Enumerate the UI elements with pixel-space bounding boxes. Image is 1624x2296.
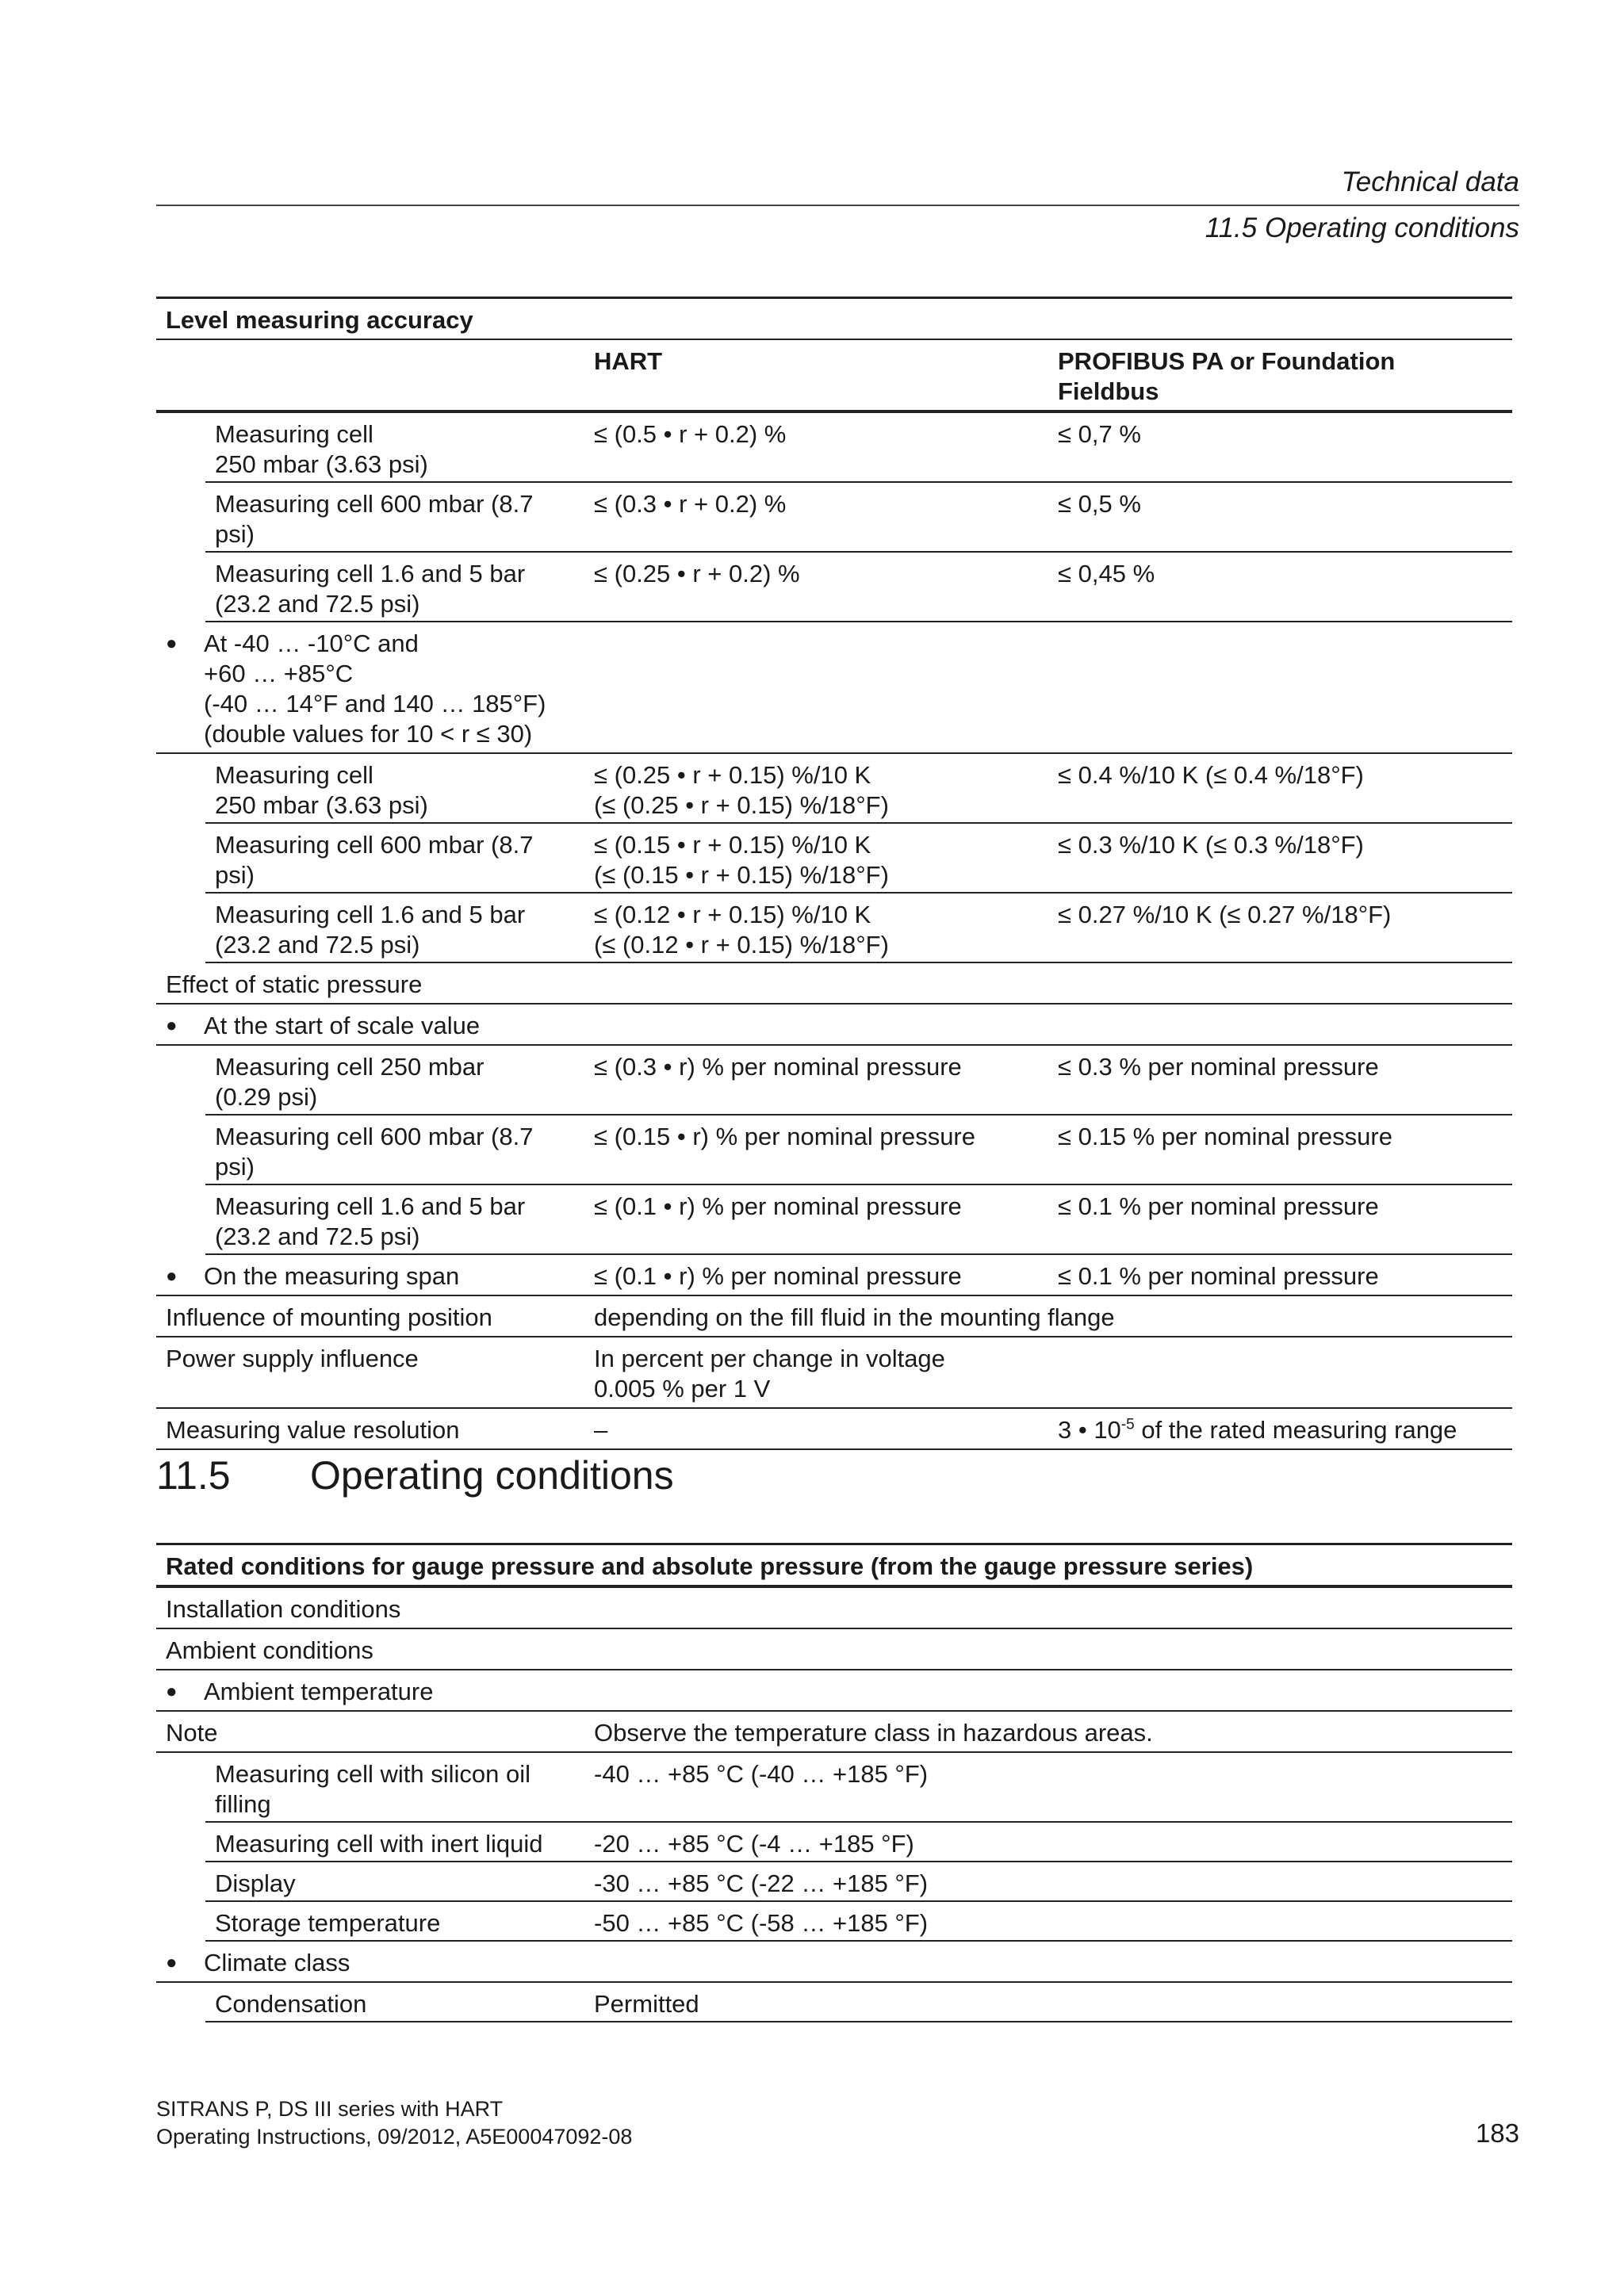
profibus-value: ≤ 0.27 %/10 K (≤ 0.27 %/18°F) [1058,901,1392,928]
section-heading [156,1452,674,1498]
row-label: Measuring cell 1.6 and 5 bar (23.2 and 72.5 psi) [215,560,526,618]
header-rule [156,205,1519,206]
row-label: Measuring cell 1.6 and 5 bar (23.2 and 72.5 psi) [215,1192,526,1250]
row-value: -50 … +85 °C (-58 … +185 °F) [594,1909,929,1937]
row-value: Observe the temperature class in hazardous areas. [594,1719,1153,1747]
column-header-hart: HART [594,347,663,375]
hart-value [584,963,1048,1004]
row-value [584,1942,1512,1982]
table-row [156,1982,1512,2022]
table-title: Level measuring accuracy [166,306,473,334]
row-value: -40 … +85 °C (-40 … +185 °F) [594,1760,929,1788]
table-row [156,1586,1512,1628]
profibus-value: ≤ 0,7 % [1058,420,1141,448]
row-value: In percent per change in voltage 0.005 % per 1 V [594,1345,945,1402]
table-row [156,1862,1512,1902]
row-value [584,1586,1512,1628]
table-row [156,1004,1512,1045]
table-row [156,1255,1512,1295]
table-row [156,1337,1512,1408]
row-label: Ambient conditions [166,1636,373,1664]
row-label: Measuring cell 250 mbar (3.63 psi) [215,761,428,819]
row-value [584,1628,1512,1670]
section-title: Operating conditions [310,1453,674,1498]
row-label: ● On the measuring span [156,1255,584,1295]
table-row [156,553,1512,622]
profibus-value: ≤ 0.15 % per nominal pressure [1058,1123,1392,1150]
table-title: Rated conditions for gauge pressure and absolute pressure (from the gauge pressure series) [166,1552,1254,1580]
row-label: Measuring cell 600 mbar (8.7 psi) [215,831,534,889]
row-label: Measuring cell 600 mbar (8.7 psi) [215,490,534,548]
hart-value: ≤ (0.1 • r) % per nominal pressure [594,1262,962,1290]
column-header-blank [156,339,584,411]
hart-value: ≤ (0.12 • r + 0.15) %/10 K (≤ (0.12 • r + 0.15) %/18°F) [594,901,889,959]
table-row [156,1670,1512,1711]
profibus-value: ≤ 0.4 %/10 K (≤ 0.4 %/18°F) [1058,761,1364,789]
table-row [156,1942,1512,1982]
hart-value: ≤ (0.5 • r + 0.2) % [594,420,787,448]
table-row [156,622,1512,753]
table-row [156,1185,1512,1255]
profibus-value: 3 • $10^{-5}$ of the rated measuring range [1058,1416,1457,1444]
row-label: Power supply influence [166,1345,419,1372]
profibus-value: ≤ 0,5 % [1058,490,1141,518]
row-label: Display [215,1869,296,1897]
profibus-value: ≤ 0,45 % [1058,560,1155,587]
table-row [156,753,1512,824]
table-row [156,824,1512,894]
row-label: Effect of static pressure [166,970,423,998]
row-label: Measuring cell 250 mbar (3.63 psi) [215,420,428,478]
hart-value: ≤ (0.15 • r) % per nominal pressure [594,1123,975,1150]
table-title-row [156,1544,1512,1587]
row-value: Permitted [594,1990,699,2018]
table-row [156,963,1512,1004]
hart-value: ≤ (0.1 • r) % per nominal pressure [594,1192,962,1220]
hart-value: ≤ (0.3 • r) % per nominal pressure [594,1053,962,1081]
hart-value: – [594,1416,608,1444]
row-label: ● Ambient temperature [156,1670,584,1711]
row-label: Storage temperature [215,1909,441,1937]
row-label: ● At -40 … -10°C and +60 … +85°C (-40 … 14°F and 140 … 185°F) (double values for 10 < r ≤ 30) [156,622,584,753]
row-label: Condensation [215,1990,367,2018]
column-header-profibus: PROFIBUS PA or Foundation Fieldbus [1058,347,1396,405]
page-number: 183 [1475,2118,1519,2148]
table-row [156,1045,1512,1115]
profibus-value: ≤ 0.1 % per nominal pressure [1058,1262,1379,1290]
row-label: Influence of mounting position [166,1303,492,1331]
row-label: Measuring cell with inert liquid [215,1830,543,1858]
table-row [156,1752,1512,1823]
running-header-chapter: Technical data [1341,166,1519,197]
row-label: Measuring value resolution [166,1416,460,1444]
profibus-value [1048,622,1512,753]
profibus-value [1048,963,1512,1004]
table-title-row [156,298,1512,340]
hart-value: ≤ (0.3 • r + 0.2) % [594,490,787,518]
hart-value [584,1004,1048,1045]
hart-value: ≤ (0.25 • r + 0.2) % [594,560,800,587]
hart-value [584,622,1048,753]
row-label: Measuring cell with silicon oil filling [215,1760,530,1818]
hart-value: ≤ (0.15 • r + 0.15) %/10 K (≤ (0.15 • r + 0.15) %/18°F) [594,831,889,889]
profibus-value: ≤ 0.1 % per nominal pressure [1058,1192,1379,1220]
row-value: -30 … +85 °C (-22 … +185 °F) [594,1869,929,1897]
level-accuracy-table [156,297,1512,1450]
row-value: depending on the fill fluid in the mounting flange [594,1303,1115,1331]
table-row [156,1902,1512,1942]
profibus-value [1048,1004,1512,1045]
row-label: Measuring cell 1.6 and 5 bar (23.2 and 72.5 psi) [215,901,526,959]
footer-document: Operating Instructions, 09/2012, A5E00047092-08 [156,2125,633,2149]
table-row [156,483,1512,553]
table-row [156,1115,1512,1185]
profibus-value: ≤ 0.3 % per nominal pressure [1058,1053,1379,1081]
row-label: Note [166,1719,218,1747]
rated-conditions-table [156,1543,1512,2022]
row-label: Measuring cell 250 mbar (0.29 psi) [215,1053,485,1111]
table-row [156,1628,1512,1670]
table-row [156,1823,1512,1862]
row-label: ● Climate class [156,1942,584,1982]
table-row [156,1711,1512,1752]
table-row [156,894,1512,963]
running-header-section: 11.5 Operating conditions [1205,212,1519,243]
column-header-row [156,339,1512,411]
hart-value: ≤ (0.25 • r + 0.15) %/10 K (≤ (0.25 • r + 0.15) %/18°F) [594,761,889,819]
row-value [584,1670,1512,1711]
row-label: Installation conditions [166,1595,401,1623]
profibus-value: ≤ 0.3 %/10 K (≤ 0.3 %/18°F) [1058,831,1364,859]
table-row [156,1408,1512,1449]
section-number: 11.5 [156,1453,231,1498]
row-value: -20 … +85 °C (-4 … +185 °F) [594,1830,914,1858]
row-label: Measuring cell 600 mbar (8.7 psi) [215,1123,534,1181]
table-row [156,411,1512,483]
row-label: ● At the start of scale value [156,1004,584,1045]
footer-product: SITRANS P, DS III series with HART [156,2097,504,2121]
table-row [156,1295,1512,1337]
